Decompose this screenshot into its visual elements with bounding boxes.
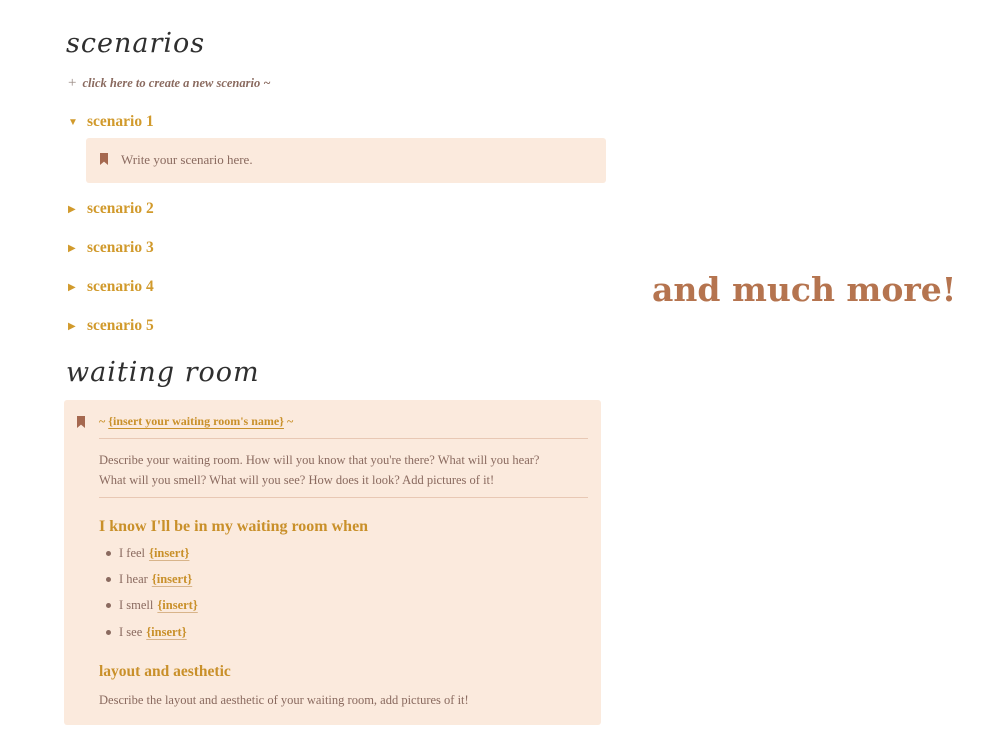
scenario-5-label: scenario 5 xyxy=(87,317,154,334)
scenarios-heading: scenarios xyxy=(66,28,206,59)
toggle-scenario-2[interactable] xyxy=(68,198,154,220)
create-scenario-label: click here to create a new scenario ~ xyxy=(82,75,271,90)
bullet-prefix: I hear xyxy=(119,572,148,586)
promo-text: and much more! xyxy=(652,270,957,309)
bullet-dot xyxy=(106,551,111,556)
insert-link[interactable]: {insert} xyxy=(151,572,193,586)
scenario-1-text[interactable]: Write your scenario here. xyxy=(121,152,253,167)
insert-link[interactable]: {insert} xyxy=(146,625,187,639)
toggle-scenario-3[interactable] xyxy=(68,237,154,259)
bullet-prefix: I see xyxy=(119,625,143,639)
insert-link[interactable]: {insert} xyxy=(157,598,198,612)
waiting-room-name xyxy=(99,414,293,429)
bookmark-icon xyxy=(100,153,108,165)
scenario-4-label: scenario 4 xyxy=(87,278,154,295)
description-line-1: Describe your waiting room. How will you know that you're there? What will you hear? xyxy=(99,453,540,467)
scenario-1-callout xyxy=(86,138,606,183)
triangle-right-icon: ▶ xyxy=(68,281,76,293)
waiting-room-description[interactable] xyxy=(99,450,539,490)
list-item xyxy=(106,546,189,561)
name-prefix: ~ xyxy=(99,414,109,428)
waiting-room-name-link[interactable]: {insert your waiting room's name} xyxy=(108,414,284,428)
list-item xyxy=(106,625,187,640)
bullet-dot xyxy=(106,577,111,582)
know-heading: I know I'll be in my waiting room when xyxy=(99,518,369,535)
divider xyxy=(99,438,588,439)
triangle-right-icon: ▶ xyxy=(68,203,76,215)
bullet-dot xyxy=(106,630,111,635)
name-suffix: ~ xyxy=(283,414,294,428)
plus-icon: + xyxy=(68,74,77,91)
list-item xyxy=(106,572,192,587)
bullet-dot xyxy=(106,603,111,608)
waiting-room-callout xyxy=(64,400,601,725)
toggle-scenario-5[interactable] xyxy=(68,315,154,337)
toggle-scenario-1[interactable] xyxy=(68,111,154,133)
bullet-prefix: I smell xyxy=(119,598,154,612)
insert-link[interactable]: {insert} xyxy=(149,546,190,560)
triangle-down-icon: ▼ xyxy=(68,116,78,128)
bullet-prefix: I feel xyxy=(119,546,146,560)
scenario-2-label: scenario 2 xyxy=(87,200,154,217)
create-scenario-button[interactable] xyxy=(68,74,270,92)
scenario-1-label: scenario 1 xyxy=(87,113,154,130)
description-line-2: What will you smell? What will you see? How does it look? Add pictures of it! xyxy=(99,473,495,487)
scenario-3-label: scenario 3 xyxy=(87,239,154,256)
layout-heading: layout and aesthetic xyxy=(99,663,231,680)
toggle-scenario-4[interactable] xyxy=(68,276,154,298)
triangle-right-icon: ▶ xyxy=(68,320,76,332)
list-item xyxy=(106,598,198,613)
triangle-right-icon: ▶ xyxy=(68,242,76,254)
divider xyxy=(99,497,588,498)
layout-description[interactable]: Describe the layout and aesthetic of your waiting room, add pictures of it! xyxy=(99,693,469,707)
waiting-room-heading: waiting room xyxy=(66,357,260,388)
bookmark-icon xyxy=(77,416,85,428)
